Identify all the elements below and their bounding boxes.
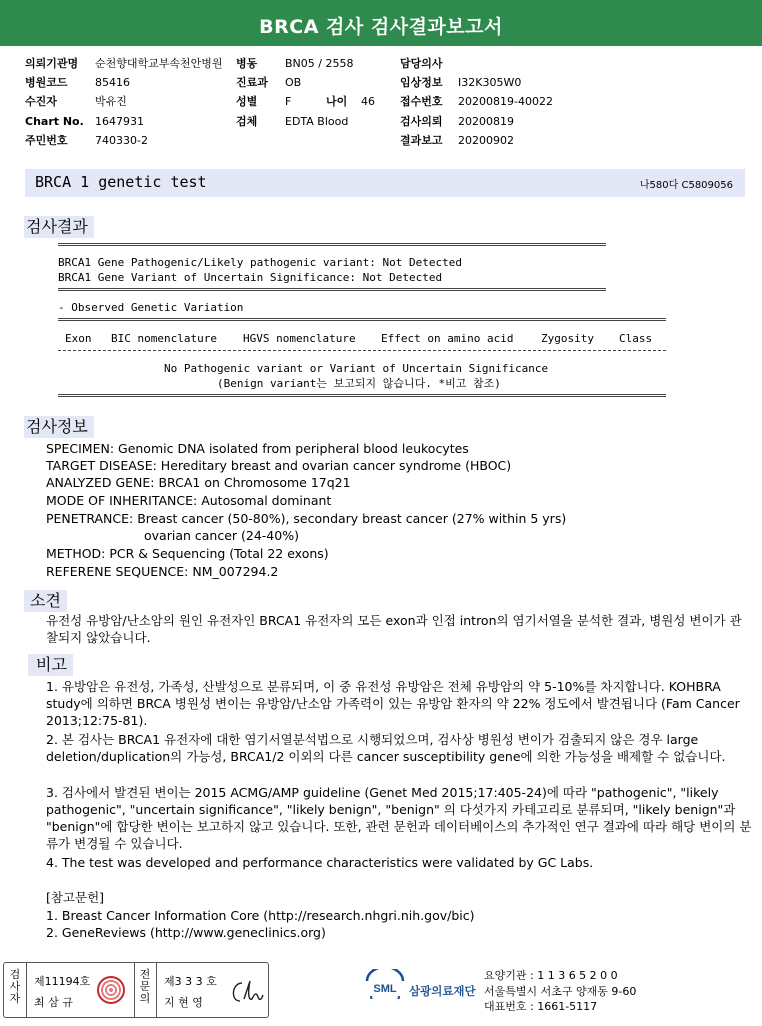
examiner-name: 최 삼 규	[34, 996, 73, 1009]
analyzed-gene-info: ANALYZED GENE: BRCA1 on Chromosome 17q21	[46, 475, 351, 490]
remarks-heading: 비고	[28, 654, 73, 676]
test-name: BRCA 1 genetic test	[35, 173, 207, 191]
request-date: 20200819	[458, 115, 514, 128]
receipt-value: 20200819-40022	[458, 95, 553, 108]
remark-item-3: 3. 검사에서 발견된 변이는 2015 ACMG/AMP guideline (Genet Med 2015;17:405-24)에 따라 "pathogenic", "likely pathogenic", "uncertain significance", "likely benign", "benign" 의 다섯가지 카테고리로 분류되며, "likely benign"과 "benign"에 합당한 변이는 보고하지 않고 있습니다. 또한, 관련 문헌과 데이터베이스의 추가적인 연구 결과에 따라 해당 변이의 분류가 변경될 수 있습니다.	[46, 785, 752, 851]
specimen-label: 검체	[236, 115, 258, 128]
sex-value: F	[285, 95, 292, 108]
table-rule-bottom	[58, 394, 666, 397]
signature-divider-3	[156, 963, 157, 1017]
report-title: BRCA 검사 검사결과보고서	[259, 16, 503, 38]
reference-1: 1. Breast Cancer Information Core (http://research.nhgri.nih.gov/bic)	[46, 908, 475, 923]
hospital-code-label: 병원코드	[25, 76, 68, 89]
org-address: 서울특별시 서초구 양재동 9-60	[484, 985, 637, 998]
col-hgvs: HGVS nomenclature	[243, 332, 356, 345]
penetrance-info-ovarian: ovarian cancer (24-40%)	[144, 528, 299, 543]
examiner-seal-icon	[97, 976, 125, 1004]
inheritance-info: MODE OF INHERITANCE: Autosomal dominant	[46, 493, 332, 508]
results-heading: 검사결과	[24, 216, 94, 238]
observed-variation-label: - Observed Genetic Variation	[58, 301, 244, 314]
signature-box	[3, 962, 269, 1018]
logo-text: SML	[373, 983, 397, 995]
report-title-bar	[0, 0, 762, 46]
test-code: 나580다 C5809056	[639, 180, 733, 191]
report-date: 20200902	[458, 134, 514, 147]
examinee-value: 박유진	[95, 95, 127, 108]
col-bic: BIC nomenclature	[111, 332, 217, 345]
results-rule-top	[58, 243, 606, 246]
remark-item-1: 1. 유방암은 유전성, 가족성, 산발성으로 분류되며, 이 중 유전성 유방암은 전체 유방암의 약 5-10%를 차지합니다. KOHBRA study에 의하면 BRCA 병원성 변이는 유방암/난소암 가족력이 있는 유방암 환자의 약 22% 정도에서 발견됩니다 (Fam Cancer 2013;12:75-81).	[46, 679, 740, 728]
reference-2: 2. GeneReviews (http://www.geneclinics.org)	[46, 925, 326, 940]
report-footer	[0, 962, 762, 1026]
test-info-heading: 검사정보	[24, 416, 94, 438]
report-label: 결과보고	[400, 134, 443, 147]
resident-label: 주민번호	[25, 134, 68, 147]
table-rule-top	[58, 318, 666, 321]
penetrance-info: PENETRANCE: Breast cancer (50-80%), secondary breast cancer (27% within 5 yrs)	[46, 511, 567, 526]
chart-value: 1647931	[95, 115, 144, 128]
remark-item-4: 4. The test was developed and performance characteristics were validated by GC Labs.	[46, 855, 594, 870]
no-variant-line: No Pathogenic variant or Variant of Uncertain Significance	[164, 362, 549, 375]
findings-text: 유전성 유방암/난소암의 원인 유전자인 BRCA1 유전자의 모든 exon과 인접 intron의 염기서열을 분석한 결과, 병원성 변이가 관찰되지 않았습니다.	[46, 613, 742, 645]
results-rule-mid	[58, 288, 606, 291]
doctor-label: 담당의사	[400, 57, 443, 70]
findings-heading: 소견	[24, 590, 67, 612]
specialist-signature-icon	[226, 977, 264, 1007]
receipt-label: 접수번호	[400, 95, 443, 108]
table-header-divider	[58, 350, 666, 351]
institution-label: 의뢰기관명	[25, 57, 79, 70]
ward-label: 병동	[236, 57, 258, 70]
col-exon: Exon	[65, 332, 92, 345]
age-label: 나이	[326, 95, 348, 108]
org-code: 요양기관 : 1 1 3 6 5 2 0 0	[484, 969, 618, 982]
reference-seq-info: REFERENE SEQUENCE: NM_007294.2	[46, 564, 279, 579]
org-name: 삼광의료재단	[409, 984, 476, 998]
target-disease-info: TARGET DISEASE: Hereditary breast and ovarian cancer syndrome (HBOC)	[46, 458, 512, 473]
references-heading: [참고문헌]	[46, 890, 105, 905]
signature-divider-2	[134, 963, 135, 1017]
remark-item-2: 2. 본 검사는 BRCA1 유전자에 대한 염기서열분석법으로 시행되었으며, 검사상 병원성 변이가 검출되지 않은 경우 large deletion/duplication의 가능성, BRCA1/2 이외의 다른 cancer susceptibility gene에 의한 가능성을 배제할 수 없습니다.	[46, 732, 726, 764]
examiner-label: 검사자	[9, 968, 21, 1005]
signature-divider-1	[26, 963, 27, 1017]
clinical-label: 임상정보	[400, 76, 443, 89]
age-value: 46	[361, 95, 375, 108]
benign-note-line: (Benign variant는 보고되지 않습니다. *비고 참조)	[217, 377, 501, 390]
resident-value: 740330-2	[95, 134, 148, 147]
clinical-value: I32K305W0	[458, 76, 522, 89]
examiner-license: 제11194호	[34, 975, 91, 988]
org-phone: 대표번호 : 1661-5117	[484, 1000, 598, 1013]
institution-value: 순천향대학교부속천안병원	[95, 57, 223, 70]
specimen-info: SPECIMEN: Genomic DNA isolated from peripheral blood leukocytes	[46, 441, 469, 456]
test-name-bar	[25, 169, 745, 197]
specialist-label: 전문의	[139, 968, 151, 1005]
request-label: 검사의뢰	[400, 115, 443, 128]
sex-label: 성별	[236, 95, 258, 108]
specialist-name: 지 현 영	[164, 996, 203, 1009]
dept-label: 진료과	[236, 76, 268, 89]
examinee-label: 수진자	[25, 95, 57, 108]
method-info: METHOD: PCR & Sequencing (Total 22 exons)	[46, 546, 329, 561]
hospital-code-value: 85416	[95, 76, 130, 89]
ward-value: BN05 / 2558	[285, 57, 354, 70]
col-zygosity: Zygosity	[541, 332, 594, 345]
results-pathogenic-line: BRCA1 Gene Pathogenic/Likely pathogenic variant: Not Detected	[58, 256, 462, 269]
col-effect: Effect on amino acid	[381, 332, 514, 345]
dept-value: OB	[285, 76, 302, 89]
specialist-license: 제3 3 3 호	[164, 975, 217, 988]
specimen-value: EDTA Blood	[285, 115, 349, 128]
sml-logo-icon	[364, 969, 406, 999]
col-class: Class	[619, 332, 653, 345]
results-vus-line: BRCA1 Gene Variant of Uncertain Significance: Not Detected	[58, 271, 443, 284]
chart-label: Chart No.	[25, 115, 84, 128]
